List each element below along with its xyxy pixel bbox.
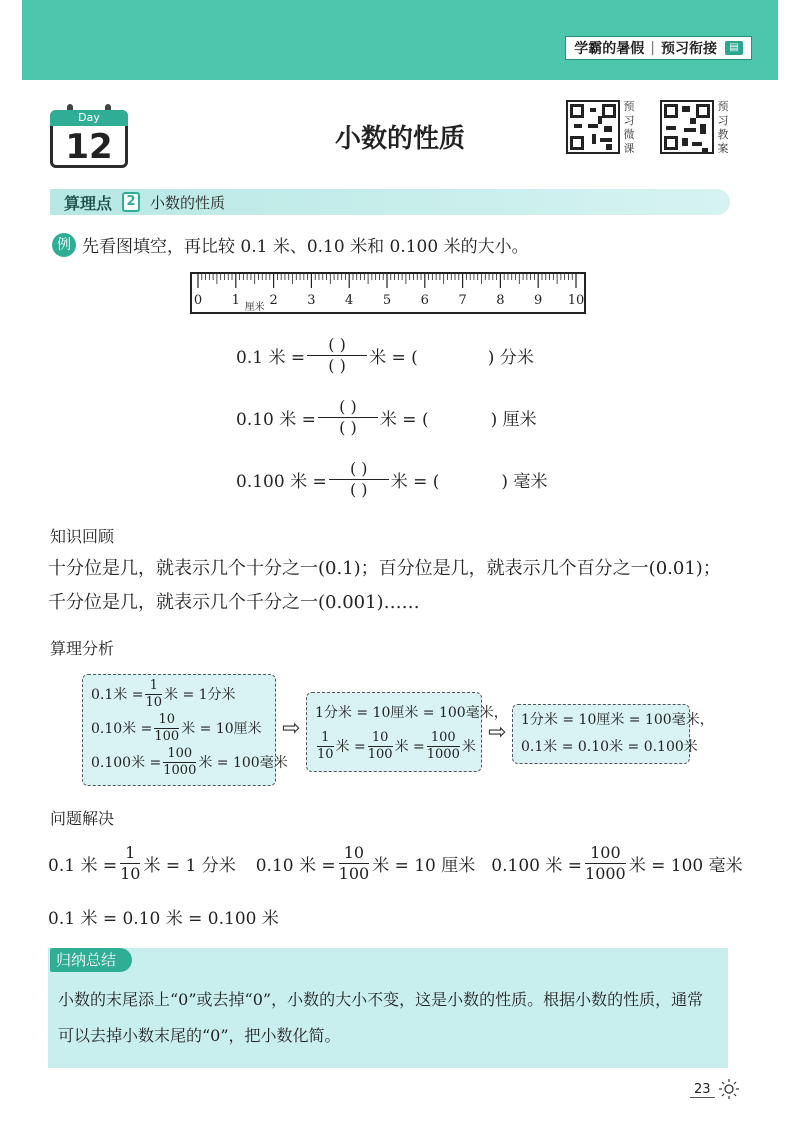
solve-rhs: 米 = 100 毫米: [628, 856, 743, 876]
equation-row: [236, 460, 547, 499]
ruler-tick-label: 0: [193, 293, 203, 308]
frac-num: 1: [125, 843, 136, 862]
eq-mid: 米 = (: [379, 410, 429, 430]
ruler-tick-label: 7: [458, 293, 467, 308]
row-lhs: 0.100米 =: [91, 755, 162, 771]
section-name: 小数的性质: [150, 193, 226, 212]
analysis-box-3: [512, 704, 714, 764]
example-line: [52, 232, 529, 257]
ruler-tick-label: 10: [567, 293, 585, 308]
example-badge: 例: [52, 233, 76, 257]
frac-suffix: 米 =: [335, 739, 366, 755]
ruler-tick-label: 8: [496, 293, 505, 308]
frac-den: ( ): [349, 480, 368, 499]
example-text: 先看图填空，再比较 0.1 米、0.10 米和 0.100 米的大小。: [82, 237, 529, 257]
ruler-tick-label: 2: [269, 293, 278, 308]
frac-den: ( ): [339, 418, 357, 437]
eq-rhs: ) 毫米: [501, 472, 548, 492]
ruler-unit-label: 厘米: [244, 302, 265, 313]
qr-code-icon[interactable]: [566, 100, 620, 154]
frac-den: 1000: [163, 762, 197, 778]
review-text: 十分位是几，就表示几个十分之一(0.1)；百分位是几，就表示几个百分之一(0.01)；千分位是几，就表示几个千分之一(0.001)……: [48, 558, 721, 613]
page-number: 23: [690, 1082, 715, 1098]
analysis-row: 1分米 = 10厘米 = 100毫米，: [315, 705, 508, 721]
solve-lhs: 0.10 米 =: [255, 856, 336, 876]
solve-conclusion: 0.1 米 = 0.10 米 = 0.100 米: [48, 909, 279, 929]
eq-mid: 米 = (: [369, 348, 418, 368]
page-title: 小数的性质: [334, 124, 465, 154]
section-number: 2: [122, 192, 140, 212]
frac-num: ( ): [328, 335, 346, 354]
frac-den: 10: [145, 694, 162, 710]
frac-num: 100: [430, 729, 456, 745]
analysis-box-2: [306, 692, 508, 772]
eq-mid: 米 = (: [390, 472, 440, 492]
blank-fraction[interactable]: [307, 336, 367, 375]
solve-rhs: 米 = 1 分米: [143, 856, 236, 876]
analysis-row: [315, 729, 476, 763]
solve-rhs: 米 = 10 厘米: [372, 856, 476, 876]
solve-heading: 问题解决: [50, 809, 115, 828]
eq-lhs: 0.100 米 =: [236, 472, 327, 492]
row-rhs: 米 = 10厘米: [181, 721, 262, 737]
frac-num: 1: [321, 729, 330, 745]
blank-fraction[interactable]: [329, 460, 389, 499]
brand-separator: |: [650, 40, 655, 56]
frac-num: 100: [167, 745, 193, 761]
day-label: Day: [50, 110, 128, 126]
analysis-row: [91, 711, 267, 745]
analysis-box-1: [82, 674, 288, 786]
analysis-row: [91, 745, 288, 779]
brand-main: 学霸的暑假: [574, 41, 645, 57]
frac-den: 10: [120, 864, 141, 883]
frac-num: ( ): [349, 459, 368, 478]
review-heading: 知识回顾: [50, 527, 115, 546]
summary-tag: 归纳总结: [50, 948, 132, 972]
equation-row: [236, 398, 537, 437]
frac-suffix: 米 =: [394, 739, 425, 755]
frac-den: 10: [317, 746, 334, 762]
analysis-heading: 算理分析: [50, 639, 115, 658]
row-lhs: 0.1米 =: [91, 687, 144, 703]
frac-den: 100: [338, 864, 370, 883]
frac-suffix: 米: [461, 739, 476, 755]
qr-code-icon[interactable]: [660, 100, 714, 154]
brand-label: [565, 36, 752, 60]
ruler-tick-label: 3: [307, 293, 316, 308]
eq-lhs: 0.1 米 =: [236, 348, 306, 368]
ruler-tick-label: 9: [534, 293, 543, 308]
analysis-row: 1分米 = 10厘米 = 100毫米，: [521, 712, 714, 728]
ruler-tick-label: 5: [382, 293, 392, 308]
equation-row: [236, 336, 534, 375]
solve-line: [48, 844, 743, 883]
qr-caption: 预习微课: [623, 100, 635, 155]
day-number: 12: [65, 127, 113, 167]
frac-num: 100: [590, 843, 621, 862]
section-label: 算理点: [64, 193, 113, 213]
frac-den: 100: [367, 746, 393, 762]
arrow-right-icon: ⇨: [488, 720, 507, 745]
frac-den: 1000: [585, 864, 626, 883]
ruler-diagram: [190, 272, 586, 314]
solve-lhs: 0.100 米 =: [491, 856, 583, 876]
frac-num: 1: [149, 677, 158, 693]
section-bar: [50, 189, 730, 215]
frac-num: 10: [343, 843, 365, 862]
qr-caption: 预习教案: [717, 100, 729, 155]
row-rhs: 米 = 100毫米: [198, 755, 288, 771]
frac-den: ( ): [328, 356, 346, 375]
analysis-row: 0.1米 = 0.10米 = 0.100米: [521, 739, 698, 755]
eq-lhs: 0.10 米 =: [236, 410, 316, 430]
ruler-tick-label: 1: [231, 293, 240, 308]
analysis-row: [91, 677, 267, 711]
arrow-right-icon: ⇨: [282, 716, 301, 741]
row-rhs: 米 = 1分米: [164, 687, 236, 703]
frac-den: 100: [154, 728, 180, 744]
summary-box: 小数的末尾添上“0”或去掉“0”，小数的大小不变，这是小数的性质。根据小数的性质，通常可以去掉小数末尾的“0”，把小数化简。: [48, 948, 728, 1068]
sun-icon: [718, 1078, 740, 1100]
frac-num: ( ): [339, 397, 357, 416]
ruler-tick-label: 4: [345, 293, 354, 308]
row-lhs: 0.10米 =: [91, 721, 153, 737]
blank-fraction[interactable]: [318, 398, 378, 437]
ruler-tick-label: 6: [420, 293, 429, 308]
eq-rhs: ) 厘米: [490, 410, 537, 430]
book-icon: ▤: [725, 41, 743, 55]
ruler-svg: [192, 274, 588, 316]
eq-rhs: ) 分米: [487, 348, 534, 368]
frac-num: 10: [158, 711, 176, 727]
solve-lhs: 0.1 米 =: [48, 856, 118, 876]
brand-sub: 预习衔接: [661, 41, 717, 57]
frac-den: 1000: [426, 746, 460, 762]
frac-num: 10: [371, 729, 389, 745]
